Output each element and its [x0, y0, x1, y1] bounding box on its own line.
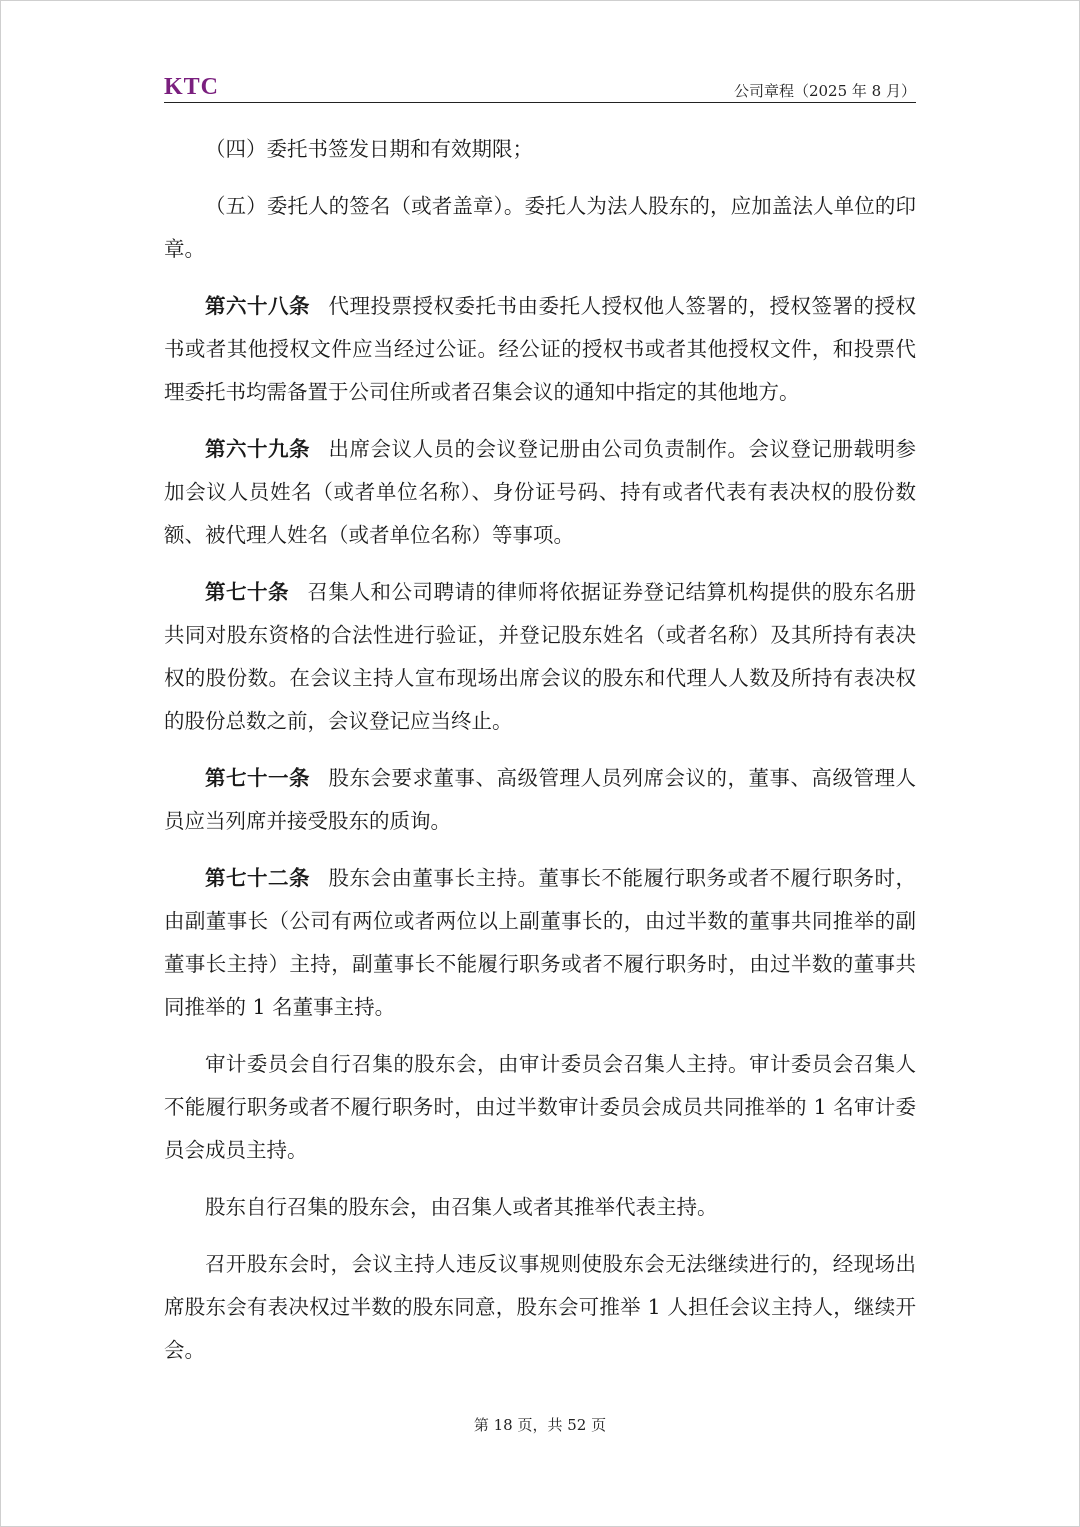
article-number: 第七十条 [205, 580, 290, 604]
paragraph-text: 出席会议人员的会议登记册由公司负责制作。会议登记册载明参加会议人员姓名（或者单位名称）、身份证号码、持有或者代表有表决权的股份数额、被代理人姓名（或者单位名称）等事项。 [164, 437, 917, 547]
paragraph [164, 1186, 916, 1229]
paragraph-text: 审计委员会自行召集的股东会，由审计委员会召集人主持。审计委员会召集人不能履行职务或者不履行职务时，由过半数审计委员会成员共同推举的 1 名审计委员会成员主持。 [164, 1052, 916, 1162]
article-number: 第七十一条 [205, 766, 311, 790]
article-number: 第六十八条 [205, 294, 311, 318]
paragraph-text: 代理投票授权委托书由委托人授权他人签署的，授权签署的授权书或者其他授权文件应当经过公证。经公证的授权书或者其他授权文件，和投票代理委托书均需备置于公司住所或者召集会议的通知中指定的其他地方。 [164, 294, 917, 404]
article-number: 第七十二条 [205, 866, 311, 890]
paragraph [164, 1043, 916, 1172]
paragraph [164, 285, 916, 414]
paragraph [164, 857, 916, 1029]
paragraph-text: 召集人和公司聘请的律师将依据证券登记结算机构提供的股东名册共同对股东资格的合法性进行验证，并登记股东姓名（或者名称）及其所持有表决权的股份数。在会议主持人宣布现场出席会议的股东和代理人人数及所持有表决权的股份总数之前，会议登记应当终止。 [164, 580, 917, 733]
page-number: 第 18 页，共 52 页 [473, 1416, 607, 1434]
page-footer [0, 1414, 1080, 1435]
paragraph [164, 185, 916, 271]
paragraph-text: 股东会要求董事、高级管理人员列席会议的，董事、高级管理人员应当列席并接受股东的质询。 [164, 766, 917, 833]
paragraph [164, 128, 916, 171]
document-title: 公司章程（2025 年 8 月） [733, 82, 916, 100]
paragraph [164, 757, 916, 843]
paragraph-text: （四）委托书签发日期和有效期限； [205, 137, 533, 161]
paragraph-text: 召开股东会时，会议主持人违反议事规则使股东会无法继续进行的，经现场出席股东会有表决权过半数的股东同意，股东会可推举 1 人担任会议主持人，继续开会。 [164, 1252, 916, 1362]
company-logo: KTC [164, 74, 220, 100]
paragraph-text: 股东会由董事长主持。董事长不能履行职务或者不履行职务时，由副董事长（公司有两位或者两位以上副董事长的，由过半数的董事共同推举的副董事长主持）主持，副董事长不能履行职务或者不履行职务时，由过半数的董事共同推举的 1 名董事主持。 [164, 866, 917, 1019]
paragraph [164, 571, 916, 743]
document-body [164, 128, 916, 1386]
page-header [164, 72, 916, 103]
paragraph [164, 1243, 916, 1372]
paragraph [164, 428, 916, 557]
article-number: 第六十九条 [205, 437, 311, 461]
paragraph-text: 股东自行召集的股东会，由召集人或者其推举代表主持。 [205, 1195, 718, 1219]
paragraph-text: （五）委托人的签名（或者盖章）。委托人为法人股东的，应加盖法人单位的印章。 [164, 194, 916, 261]
